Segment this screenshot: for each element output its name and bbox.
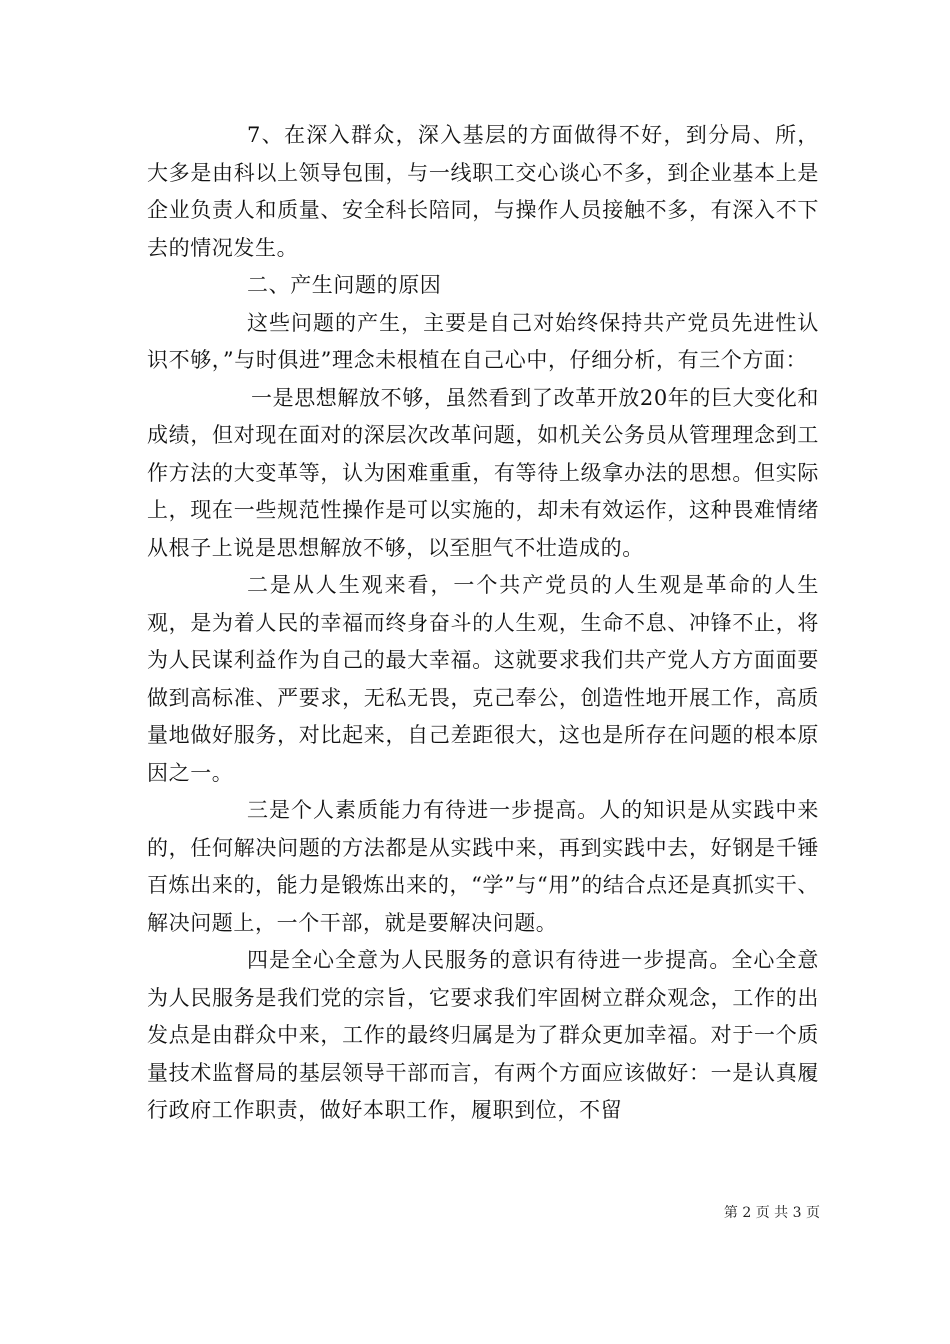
paragraph-cause-four: 四是全心全意为人民服务的意识有待进一步提高。全心全意为人民服务是我们党的宗旨，它要求我们牢固树立群众观念，工作的出发点是由群众中来，工作的最终归属是为了群众更加幸福。对于一个质量技术监督局的基层领导干部而言，有两个方面应该做好：一是认真履行政府工作职责，做好本职工作，履职到位，不留 (147, 948, 819, 1122)
paragraph-cause-three: 三是个人素质能力有待进一步提高。人的知识是从实践中来的，任何解决问题的方法都是从实践中来，再到实践中去，好钢是千锤百炼出来的，能力是锻炼出来的，“学”与“用”的结合点还是真抓实干、解决问题上，一个干部，就是要解决问题。 (147, 798, 819, 935)
document-body (147, 117, 819, 1130)
paragraph-cause-two: 二是从人生观来看，一个共产党员的人生观是革命的人生观，是为着人民的幸福而终身奋斗的人生观，生命不息、冲锋不止，将为人民谋利益作为自己的最大幸福。这就要求我们共产党人方方面面要做到高标准、严要求，无私无畏，克己奉公，创造性地开展工作，高质量地做好服务，对比起来，自己差距很大，这也是所存在问题的根本原因之一。 (147, 573, 819, 785)
page-number-footer: 第 2 页 共 3 页 (723, 1205, 820, 1221)
section-heading-causes: 二、产生问题的原因 (247, 273, 442, 297)
paragraph-cause-one: 一是思想解放不够，虽然看到了改革开放20年的巨大变化和成绩，但对现在面对的深层次改革问题，如机关公务员从管理理念到工作方法的大变革等，认为困难重重，有等待上级拿办法的思想。但实际上，现在一些规范性操作是可以实施的，却未有效运作，这种畏难情绪从根子上说是思想解放不够，以至胆气不壮造成的。 (147, 385, 819, 560)
paragraph-causes-intro: 这些问题的产生，主要是自己对始终保持共产党员先进性认识不够，”与时俱进”理念未根植在自己心中，仔细分析，有三个方面： (147, 310, 819, 372)
paragraph-item-7: 7、在深入群众，深入基层的方面做得不好，到分局、所，大多是由科以上领导包围，与一线职工交心谈心不多，到企业基本上是企业负责人和质量、安全科长陪同，与操作人员接触不多，有深入不下去的情况发生。 (147, 123, 819, 260)
